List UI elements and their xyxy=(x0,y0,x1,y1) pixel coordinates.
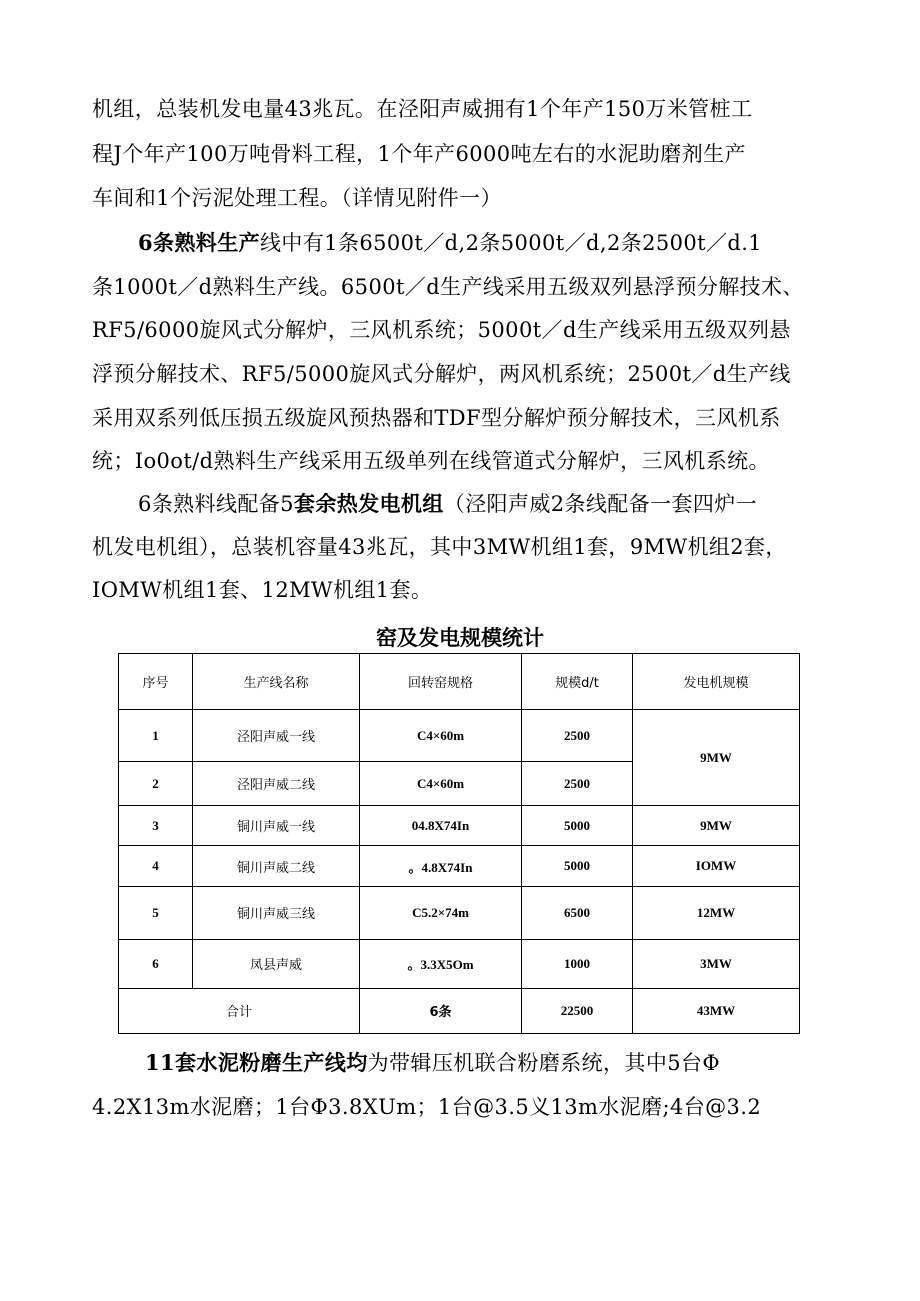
cell-no: 1 xyxy=(119,710,193,762)
cell-power: IOMW xyxy=(633,846,800,886)
cell-no: 4 xyxy=(119,846,193,886)
intro-line-3: 车间和1个污泥处理工程。（详情见附件一） xyxy=(92,186,502,210)
cell-kiln: 。3.3X5Om xyxy=(360,939,522,988)
table-total-row xyxy=(119,988,800,1033)
cell-name: 泾阳声威一线 xyxy=(193,710,360,762)
cell-name: 铜川声威二线 xyxy=(193,846,360,886)
paragraph-2-line-4: 浮预分解技术、RF5/5000旋风式分解炉，两风机系统；2500t／d生产线 xyxy=(92,362,791,386)
paragraph-4-bold: 11套水泥粉磨生产线均 xyxy=(145,1050,368,1075)
table-caption: 窑及发电规模统计 xyxy=(376,626,544,650)
header-cell-name: 生产线名称 xyxy=(193,654,360,710)
paragraph-3-bold: 套余热发电机组 xyxy=(293,491,444,516)
table-row xyxy=(119,846,800,886)
table-row xyxy=(119,886,800,939)
cell-scale: 6500 xyxy=(522,886,633,939)
total-scale: 22500 xyxy=(522,988,633,1033)
total-label: 合计 xyxy=(119,988,360,1033)
paragraph-4-line-1-text: 为带辑压机联合粉磨系统，其中5台Φ xyxy=(367,1051,721,1075)
paragraph-2-line-6: 统；Io0ot/d熟料生产线采用五级单列在线管道式分解炉，三风机系统。 xyxy=(92,449,770,473)
cell-name: 铜川声威一线 xyxy=(193,806,360,846)
cell-no: 5 xyxy=(119,886,193,939)
kiln-power-table xyxy=(118,653,800,1034)
cell-power-merged: 9MW xyxy=(633,710,800,806)
paragraph-2-bold: 6条熟料生产 xyxy=(138,230,261,255)
cell-kiln: C4×60m xyxy=(360,762,522,806)
header-cell-power: 发电机规模 xyxy=(633,654,800,710)
paragraph-2-line-5: 采用双系列低压损五级旋风预热器和TDF型分解炉预分解技术，三风机系 xyxy=(92,406,781,430)
cell-name: 铜川声威三线 xyxy=(193,886,360,939)
cell-kiln: 04.8X74In xyxy=(360,806,522,846)
header-cell-scale: 规模d/t xyxy=(522,654,633,710)
table-row xyxy=(119,710,800,762)
paragraph-2-line-2: 条1000t／d熟料生产线。6500t／d生产线采用五级双列悬浮预分解技术、 xyxy=(92,275,804,299)
cell-kiln: C4×60m xyxy=(360,710,522,762)
cell-no: 6 xyxy=(119,939,193,988)
cell-scale: 5000 xyxy=(522,846,633,886)
cell-scale: 2500 xyxy=(522,710,633,762)
cell-scale: 1000 xyxy=(522,939,633,988)
paragraph-3-line-1-text: （泾阳声威2条线配备一套四炉一 xyxy=(443,492,758,516)
header-cell-no: 序号 xyxy=(119,654,193,710)
table-row xyxy=(119,939,800,988)
header-cell-kiln: 回转窑规格 xyxy=(360,654,522,710)
table-row xyxy=(119,806,800,846)
paragraph-2-line-3: RF5/6000旋风式分解炉，三风机系统；5000t／d生产线采用五级双列悬 xyxy=(92,318,791,342)
total-kiln: 6条 xyxy=(360,988,522,1033)
paragraph-3-lead: 6条熟料线配备5 xyxy=(138,492,294,516)
cell-scale: 5000 xyxy=(522,806,633,846)
paragraph-2-line-1-text: 线中有1条6500t／d,2条5000t／d,2条2500t／d.1 xyxy=(260,231,763,255)
cell-power: 3MW xyxy=(633,939,800,988)
cell-kiln: 。4.8X74In xyxy=(360,846,522,886)
intro-line-2: 程J个年产100万吨骨料工程，1个年产6000吨左右的水泥助磨剂生产 xyxy=(92,142,746,166)
cell-no: 2 xyxy=(119,762,193,806)
paragraph-2-line-1 xyxy=(138,228,832,258)
cell-power: 9MW xyxy=(633,806,800,846)
paragraph-3-line-1 xyxy=(138,489,832,519)
table-header-row xyxy=(119,654,800,710)
cell-no: 3 xyxy=(119,806,193,846)
intro-line-1: 机组，总装机发电量43兆瓦。在泾阳声威拥有1个年产150万米管桩工 xyxy=(92,97,753,121)
total-power: 43MW xyxy=(633,988,800,1033)
paragraph-3-line-2: 机发电机组），总装机容量43兆瓦，其中3MW机组1套，9MW机组2套， xyxy=(92,535,787,559)
cell-power: 12MW xyxy=(633,886,800,939)
paragraph-3-line-3: IOMW机组1套、12MW机组1套。 xyxy=(92,578,433,602)
cell-kiln: C5.2×74m xyxy=(360,886,522,939)
cell-scale: 2500 xyxy=(522,762,633,806)
paragraph-4-line-1 xyxy=(145,1048,835,1078)
cell-name: 泾阳声威二线 xyxy=(193,762,360,806)
paragraph-4-line-2: 4.2X13m水泥磨；1台Φ3.8XUm；1台@3.5义13m水泥磨;4台@3.2 xyxy=(92,1095,762,1119)
cell-name: 凤县声威 xyxy=(193,939,360,988)
